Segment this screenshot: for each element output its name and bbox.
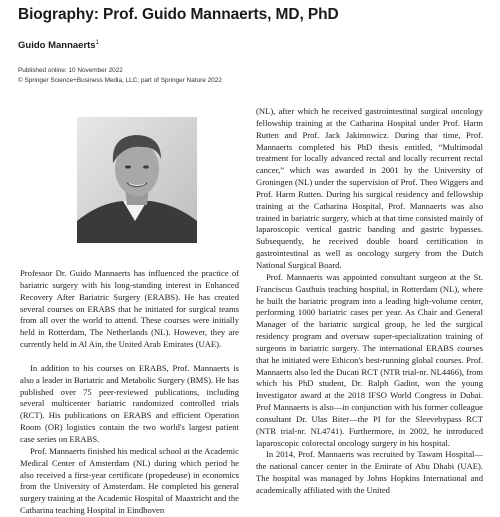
right-paragraph-3: In 2014, Prof. Mannaerts was recruited by Tawam Hospital—the national cancer center in the Emirate of Abu Dhabi (UAE). The hospital was managed by Johns Hopkins International and academically affiliated with the United — [256, 449, 483, 495]
author-name — [18, 40, 99, 51]
left-text-column — [20, 268, 239, 517]
published-date: Published online: 10 November 2022 — [18, 67, 123, 74]
article-title: Biography: Prof. Guido Mannaerts, MD, PhD — [18, 6, 339, 23]
author-photo — [77, 117, 197, 243]
publication-meta — [18, 66, 222, 86]
author-affiliation-marker: 1 — [95, 40, 99, 46]
right-text-column — [256, 106, 483, 497]
copyright-notice: © Springer Science+Business Media, LLC, part of Springer Nature 2022 — [18, 77, 222, 84]
left-paragraph-3: Prof. Mannaerts finished his medical school at the Academic Medical Center of Amsterdam (NL) during which period he also received a first-year certificate (propedeuse) in economics from the University of Amsterdam. He completed his general surgery training at the Academic Hospital of Maastricht and the Catharina teaching Hospital in Eindhoven — [20, 445, 239, 516]
author-name-text: Guido Mannaerts — [18, 40, 96, 52]
left-paragraph-1: Professor Dr. Guido Mannaerts has influenced the practice of bariatric surgery with his long-standing interest in Enhanced Recovery After Bariatric Surgery (ERABS). He has created several courses on ERABS that he initiated for surgical teams from all over the world to attend. These courses were initially held in Rotterdam, The Netherlands (NL). However, they are currently held in Al Ain, the United Arab Emirates (UAE). — [20, 268, 239, 350]
right-paragraph-1: (NL), after which he received gastrointestinal surgical oncology fellowship training at the Catharina Hospital under Prof. Harm Rutten and Prof. Jack Jakimowicz. During that time, Prof. Mannaerts completed his PhD thesis entitled, “Multimodal treatment for locally advanced rectal and locally recurrent rectal cancer,” which was awarded in 2001 by the University of Groningen (NL) under the supervision of Prof. Theo Wiggers and Prof. Harm Rutten. During his surgical residency and fellowship training at the Catharina Hospital, Prof. Mannaerts was also trained in bariatric surgery, which at that time consisted mainly of laparoscopic vertical gastric banding and gastric bypasses. Subsequently, he received double board certification in gastrointestinal as well as oncology surgery from the Dutch National Surgical Board. — [256, 106, 483, 270]
right-paragraph-2: Prof. Mannaerts was appointed consultant surgeon at the St. Franciscus Gasthuis teaching hospital, in Rotterdam (NL), where he built the bariatric program into a leading high-volume center, performing 1000 bariatric cases per year. As Chair and General Manager of the bariatric surgical group, he led the surgical residency program and oversaw super-specialization training of surgeons in bariatric surgery. The international ERABS courses that he initiated were Ethicon's best-running global courses. Prof. Mannaerts also led the Ducati RCT (NTR trial-nr. NL4466), from which his PhD student, Dr. Ralph Gadiot, won the young Investigator award at the 2018 IFSO World Congress in Dubai. Prof Mannaerts is also—in conjunction with his former colleague consultant Dr. Ulas Biter—the PI for the Sleevebypass RCT (NTR trial-nr. NL4741). Furthermore, in 2002, he introduced laparoscopic colorectal oncology surgery in his hospital. — [256, 271, 483, 448]
left-paragraph-2: In addition to his courses on ERABS, Prof. Mannaerts is also a leader in Bariatric and Metabolic Surgery (BMS). He has published over 75 peer-reviewed publications, including several multicenter bariatric randomized controlled trials (RCT). His publications on ERABS and efficient Operation Room (OR) logistics contain the two world's largest patient case series on ERABS. — [20, 362, 239, 444]
